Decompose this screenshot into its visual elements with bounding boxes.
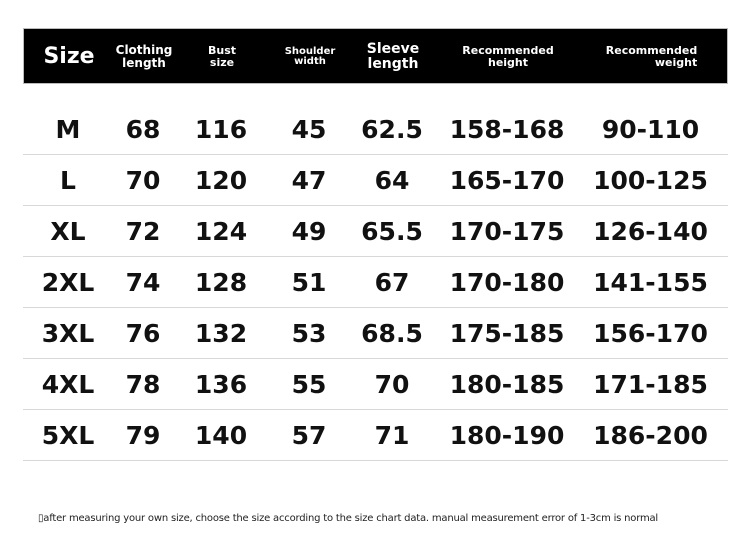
- table-cell: 170-175: [449, 216, 565, 246]
- table-header: [23, 28, 728, 84]
- table-cell: 68: [125, 114, 161, 144]
- table-cell: 186-200: [593, 420, 708, 450]
- table-cell: 74: [125, 267, 161, 297]
- table-row: [23, 308, 728, 359]
- table-row: [23, 104, 728, 155]
- table-cell: 170-180: [449, 267, 565, 297]
- table-row: [23, 257, 728, 308]
- table-cell: 165-170: [449, 165, 565, 195]
- table-cell: 62.5: [361, 114, 423, 144]
- table-cell: 180-190: [449, 420, 565, 450]
- table-row: [23, 410, 728, 461]
- table-cell: 126-140: [593, 216, 708, 246]
- header-label: [606, 45, 697, 68]
- header-line: Bust: [207, 44, 237, 58]
- size-cell: 5XL: [41, 420, 95, 450]
- table-cell: 158-168: [449, 114, 565, 144]
- size-cell: XL: [50, 216, 86, 246]
- table-cell: 64: [374, 165, 410, 195]
- table-cell: 65.5: [361, 216, 423, 246]
- table-cell: 70: [125, 165, 161, 195]
- size-cell: 4XL: [41, 369, 95, 399]
- table-cell: 136: [194, 369, 248, 399]
- table-cell: 55: [291, 369, 327, 399]
- header-line: width: [294, 56, 326, 67]
- table-row: [23, 206, 728, 257]
- table-cell: 67: [374, 267, 410, 297]
- header-line: size: [209, 56, 235, 69]
- table-cell: 180-185: [449, 369, 565, 399]
- table-row: [23, 155, 728, 206]
- table-cell: 141-155: [593, 267, 708, 297]
- table-cell: 49: [291, 216, 327, 246]
- table-cell: 128: [194, 267, 248, 297]
- header-recommended-height: [438, 29, 578, 85]
- header-shoulder-width: [270, 29, 350, 85]
- table-body: [23, 104, 728, 461]
- table-cell: 78: [125, 369, 161, 399]
- size-cell: 2XL: [41, 267, 95, 297]
- header-line: Clothing: [115, 43, 173, 58]
- table-cell: 72: [125, 216, 161, 246]
- header-line: Recommended: [605, 44, 698, 58]
- header-label: [285, 47, 336, 68]
- table-cell: 90-110: [601, 114, 700, 144]
- table-cell: 124: [194, 216, 248, 246]
- header-line: Recommended: [462, 44, 554, 58]
- table-cell: 45: [291, 114, 327, 144]
- header-bust-size: [182, 29, 262, 85]
- table-cell: 175-185: [449, 318, 565, 348]
- header-line: weight: [654, 56, 698, 69]
- header-sleeve-length: [348, 29, 438, 85]
- size-cell: M: [55, 114, 81, 144]
- header-line: length: [367, 56, 419, 72]
- table-cell: 57: [291, 420, 327, 450]
- table-cell: 120: [194, 165, 248, 195]
- table-cell: 140: [194, 420, 248, 450]
- header-label: [367, 42, 420, 71]
- table-cell: 51: [291, 267, 327, 297]
- header-label: [462, 45, 553, 68]
- table-cell: 71: [374, 420, 410, 450]
- table-cell: 171-185: [593, 369, 708, 399]
- table-cell: 116: [194, 114, 248, 144]
- header-label: [208, 45, 236, 68]
- header-line: height: [487, 56, 529, 69]
- table-cell: 70: [374, 369, 410, 399]
- table-cell: 100-125: [593, 165, 708, 195]
- table-cell: 68.5: [361, 318, 423, 348]
- table-row: [23, 359, 728, 410]
- table-cell: 53: [291, 318, 327, 348]
- table-cell: 76: [125, 318, 161, 348]
- header-line: Sleeve: [366, 41, 420, 58]
- size-cell: 3XL: [41, 318, 95, 348]
- header-recommended-weight: [579, 29, 724, 85]
- header-label: [116, 44, 173, 69]
- table-cell: 47: [291, 165, 327, 195]
- table-cell: 79: [125, 420, 161, 450]
- footnote: ▯after measuring your own size, choose the size according to the size chart data. manual measurement error of 1-3cm is normal: [38, 513, 658, 524]
- table-cell: 132: [194, 318, 248, 348]
- header-clothing-length: [104, 29, 184, 85]
- header-line: Shoulder: [284, 45, 336, 57]
- header-line: length: [122, 56, 166, 70]
- table-cell: 156-170: [593, 318, 708, 348]
- size-cell: L: [60, 165, 76, 195]
- header-size: [24, 29, 114, 85]
- header-label: Size: [43, 44, 95, 70]
